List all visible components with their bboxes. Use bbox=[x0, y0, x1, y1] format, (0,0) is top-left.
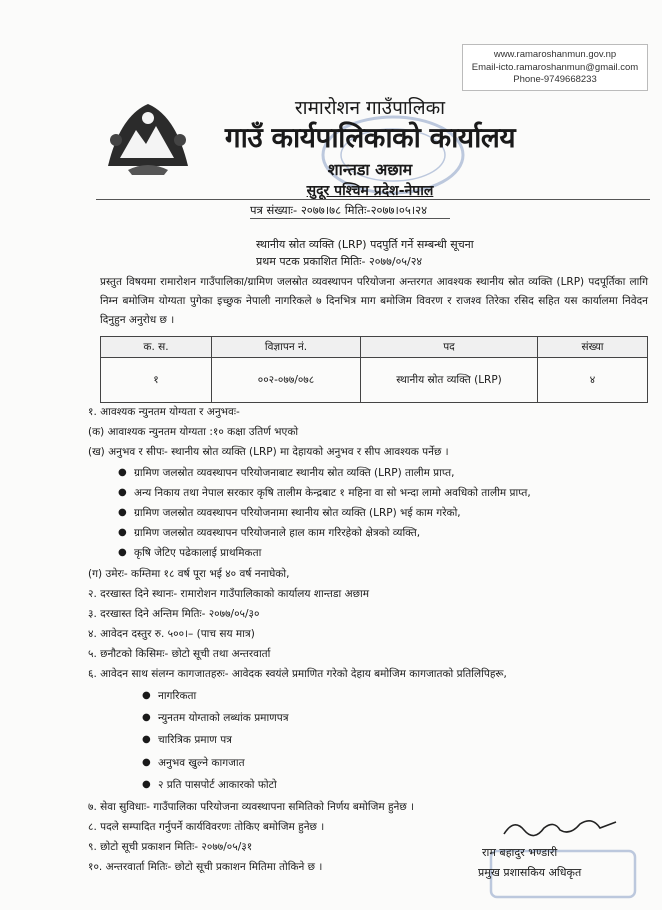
cell-serial: १ bbox=[101, 358, 212, 403]
col-serial: क. स. bbox=[101, 337, 212, 358]
bullet-icon: ● bbox=[118, 506, 127, 518]
section-1a: (क) आवाश्यक न्युनतम योग्यता :१० कक्षा उतिर्ण भएको bbox=[88, 426, 299, 439]
table-header-row bbox=[101, 337, 648, 358]
list-item: ● कृषि जेटिए पढेकालाई प्राथमिकता bbox=[88, 543, 650, 563]
signatory-name: राम बहादुर भण्डारी bbox=[482, 846, 558, 859]
bullet-icon: ● bbox=[118, 527, 127, 539]
bullet-icon: ● bbox=[118, 486, 127, 498]
office-title: गाउँ कार्यपालिकाको कार्यालय bbox=[224, 121, 516, 154]
notice-subject: स्थानीय स्रोत व्यक्ति (LRP) पदपुर्ति गर्ने सम्बन्धी सूचना bbox=[256, 238, 474, 251]
email-link[interactable]: Email-icto.ramaroshanmun@gmail.com bbox=[471, 61, 639, 73]
vacancy-table bbox=[100, 336, 648, 403]
office-location: शान्तडा अछाम bbox=[327, 160, 413, 179]
bullet-icon: ● bbox=[142, 756, 151, 768]
intro-paragraph: प्रस्तुत विषयमा रामारोशन गाउँपालिका/ग्रामिण जलस्रोत व्यवस्थापन परियोजना अन्तरगत आवश्यक स्थानीय स्रोत व्यक्ति (LRP) पदपूर्तिका लागि निम्न बमोजिम योग्यता पुगेका इच्छुक नेपाली नागरिकले ७ दिनभित्र माग बमोजिम विवरण र राजश्व तिरेका रसिद सहित यस कार्यालमा निवेदन दिनुहुन अनुरोध छ । bbox=[100, 276, 648, 326]
section-2: २. दरखास्त दिने स्थानः- रामारोशन गाउँपालिकाको कार्यालय शान्तडा अछाम bbox=[88, 587, 369, 600]
list-item: ● चारित्रिक प्रमाण पत्र bbox=[88, 729, 650, 751]
cell-post: स्थानीय स्रोत व्यक्ति (LRP) bbox=[361, 358, 538, 403]
documents-list bbox=[88, 685, 650, 797]
list-item: ● २ प्रति पासपोर्ट आकारको फोटो bbox=[88, 774, 650, 796]
bullet-icon: ● bbox=[142, 779, 151, 791]
reference-line: पत्र संख्याः- २०७७।७८ मितिः-२०७७।०५।२४ bbox=[250, 203, 428, 217]
bullet-icon: ● bbox=[118, 466, 127, 478]
signatory-title: प्रमुख प्रशासकिय अधिकृत bbox=[478, 866, 582, 879]
section-7: ७. सेवा सुविधाः- गाउँपालिका परियोजना व्यवस्थापना समितिको निर्णय बमोजिम हुनेछ । bbox=[88, 800, 415, 813]
bullet-icon: ● bbox=[142, 689, 151, 701]
section-1: १. आवश्यक न्युनतम योग्यता र अनुभवः- bbox=[88, 406, 240, 418]
notice-body bbox=[88, 402, 650, 877]
reference-underline bbox=[250, 218, 450, 219]
phone-text: Phone-9749668233 bbox=[513, 74, 597, 85]
list-item: ● नागरिकता bbox=[88, 685, 650, 707]
bullet-icon: ● bbox=[142, 712, 151, 724]
contact-box bbox=[462, 44, 648, 91]
list-item: ● ग्रामिण जलस्रोत व्यवस्थापन परियोजनाबाट स्थानीय स्रोत व्यक्ति (LRP) तालीम प्राप्त, bbox=[88, 463, 650, 483]
col-post: पद bbox=[361, 337, 538, 358]
bullet-icon: ● bbox=[118, 547, 127, 559]
section-9: ९. छोटो सूची प्रकाशन मितिः- २०७७/०५/३१ bbox=[88, 840, 253, 853]
section-3: ३. दरखास्त दिने अन्तिम मितिः- २०७७/०५/३० bbox=[88, 607, 260, 620]
header-divider bbox=[96, 199, 650, 200]
website-link[interactable]: www.ramaroshanmun.gov.np bbox=[493, 49, 617, 60]
table-row bbox=[101, 358, 648, 403]
province-name: सुदूर पश्चिम प्रदेश-नेपाल bbox=[306, 183, 434, 199]
section-6: ६. आवेदन साथ संलग्न कागजातहरुः- आवेदक स्वयंले प्रमाणित गरेको देहाय बमोजिम कागजातको प्रतिलिपिहरू, bbox=[88, 668, 507, 681]
section-1b: (ख) अनुभव र सीपः- स्थानीय स्रोत व्यक्ति (LRP) मा देहायको अनुभव र सीप आवश्यक पर्नेछ । bbox=[88, 446, 449, 459]
signature-scrawl-icon bbox=[500, 812, 620, 842]
section-5: ५. छनौटको किसिमः- छोटो सूची तथा अन्तरवार्ता bbox=[88, 648, 271, 661]
section-1c: (ग) उमेरः- कम्तिमा १८ वर्ष पूरा भई ४० वर्ष ननाघेको, bbox=[88, 567, 290, 580]
section-8: ८. पदले सम्पादित गर्नुपर्ने कार्यविवरणः तोकिए बमोजिम हुनेछ । bbox=[88, 820, 325, 833]
section-4: ४. आवेदन दस्तुर रु. ५००।– (पाच सय मात्र) bbox=[88, 628, 255, 641]
cell-ad-no: ००२-०७७/०७८ bbox=[212, 358, 361, 403]
list-item: ● अनुभव खुल्ने कागजात bbox=[88, 752, 650, 774]
col-ad-no: विज्ञापन नं. bbox=[212, 337, 361, 358]
publish-date: प्रथम पटक प्रकाशित मितिः- २०७७/०५/२४ bbox=[256, 255, 423, 268]
col-count: संख्या bbox=[538, 337, 648, 358]
cell-count: ४ bbox=[538, 358, 648, 403]
list-item: ● ग्रामिण जलस्रोत व्यवस्थापन परियोजनाले हाल काम गरिरहेको क्षेत्रको व्यक्ति, bbox=[88, 523, 650, 543]
section-10: १०. अन्तरवार्ता मितिः- छोटो सूची प्रकाशन मितिमा तोकिने छ । bbox=[88, 861, 323, 874]
experience-list bbox=[88, 463, 650, 564]
list-item: ● अन्य निकाय तथा नेपाल सरकार कृषि तालीम केन्द्रबाट १ महिना वा सो भन्दा लामो अवधिको तालीम प्राप्त, bbox=[88, 483, 650, 503]
nepal-emblem-icon bbox=[100, 96, 196, 176]
bullet-icon: ● bbox=[142, 734, 151, 746]
list-item: ● ग्रामिण जलस्रोत व्यवस्थापन परियोजनामा स्थानीय स्रोत व्यक्ति (LRP) भई काम गरेको, bbox=[88, 503, 650, 523]
municipality-name: रामारोशन गाउँपालिका bbox=[294, 97, 446, 119]
list-item: ● न्युनतम योग्ताको लब्धांक प्रमाणपत्र bbox=[88, 707, 650, 729]
